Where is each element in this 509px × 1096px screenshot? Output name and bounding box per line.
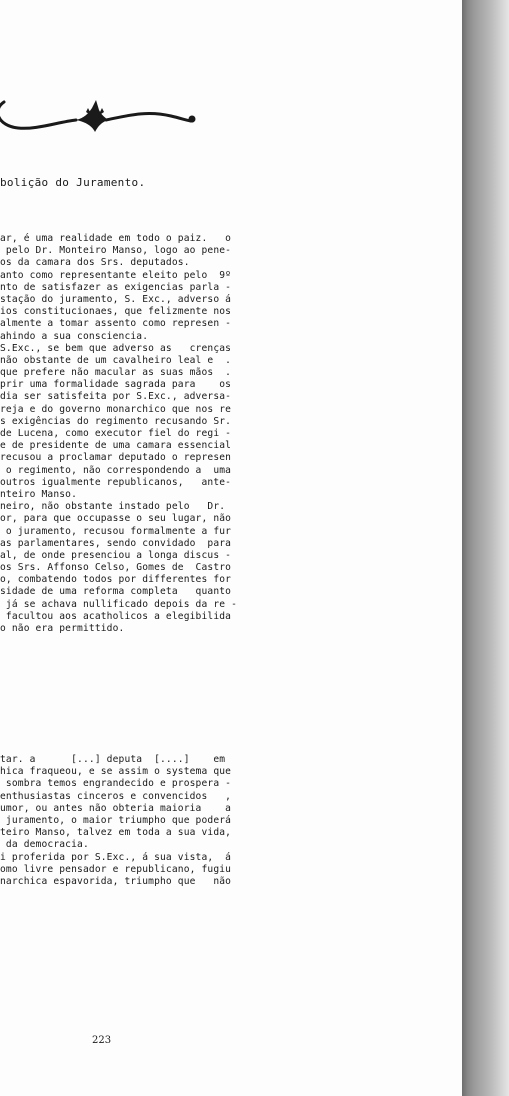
text-line: o não era permittido. [0, 623, 125, 634]
text-line: da democracia. [0, 839, 89, 851]
text-line: enthusiastas cinceros e convencidos , [0, 790, 232, 802]
text-line: e de presidente de uma camara essencial [0, 440, 232, 452]
text-line: almente a tomar assento como represen - [0, 318, 232, 330]
paragraph-1 [0, 233, 237, 635]
text-line: s exigências do regimento recusando Sr. [0, 415, 232, 427]
text-line: S.Exc., se bem que adverso as crenças [0, 342, 232, 354]
text-line: de Lucena, como executor fiel do regi - [0, 428, 232, 439]
text-line: dia ser satisfeita por S.Exc., adversa- [0, 391, 232, 403]
section-heading: bolição do Juramento. [0, 176, 146, 189]
text-line: os da camara dos Srs. deputados. [0, 257, 190, 269]
text-line: ahindo a sua consciencia. [0, 330, 149, 342]
text-line: nto de satisfazer as exigencias parla - [0, 281, 232, 293]
text-line: outros igualmente republicanos, ante- [0, 476, 232, 488]
text-line: i proferida por S.Exc., á sua vista, á [0, 851, 232, 863]
text-line: juramento, o maior triumpho que poderá [0, 814, 232, 826]
text-line: tar. a [...] deputa [....] em [0, 754, 226, 765]
text-line: sidade de uma reforma completa quanto [0, 586, 232, 598]
text-line: stação do juramento, S. Exc., adverso á [0, 293, 232, 305]
flourish-ornament-icon [0, 92, 206, 140]
book-spine-shadow [462, 0, 509, 1096]
text-line: hica fraqueou, e se assim o systema que [0, 766, 232, 778]
text-line: os Srs. Affonso Celso, Gomes de Castro [0, 562, 232, 574]
paragraph-2 [0, 754, 231, 888]
text-line: recusou a proclamar deputado o represen [0, 452, 232, 464]
text-line: ar, é uma realidade em todo o paiz. o [0, 233, 232, 244]
text-line: teiro Manso, talvez em toda a sua vida, [0, 827, 232, 839]
text-line: omo livre pensador e republicano, fugiu [0, 863, 232, 875]
text-line: prir uma formalidade sagrada para os [0, 379, 232, 391]
page-number: 223 [92, 1035, 112, 1046]
text-line: anto como representante eleito pelo 9º [0, 269, 232, 281]
text-line: que prefere não macular as suas mãos . [0, 367, 232, 379]
text-line: já se achava nullificado depois da re - [0, 598, 238, 610]
text-line: or, para que occupasse o seu lugar, não [0, 513, 232, 525]
text-line: narchica espavorida, triumpho que não [0, 875, 232, 887]
text-line: o regimento, não correspondendo a uma [0, 464, 232, 476]
text-line: o juramento, recusou formalmente a fur [0, 525, 232, 537]
text-line: al, de onde presenciou a longa discus - [0, 549, 232, 561]
text-line: não obstante de um cavalheiro leal e . [0, 354, 232, 366]
text-line: as parlamentares, sendo convidado para [0, 537, 232, 549]
text-line: reja e do governo monarchico que nos re [0, 403, 232, 415]
text-line: pelo Dr. Monteiro Manso, logo ao pene- [0, 245, 232, 257]
text-line: nteiro Manso. [0, 488, 78, 500]
text-line: neiro, não obstante instado pelo Dr. [0, 501, 226, 513]
text-line: ios constitucionaes, que felizmente nos [0, 306, 232, 318]
text-line: o, combatendo todos por differentes for [0, 574, 232, 586]
text-line: umor, ou antes não obteria maioria a [0, 802, 232, 814]
text-line: facultou aos acatholicos a elegibilida [0, 610, 232, 622]
text-line: sombra temos engrandecido e prospera - [0, 778, 232, 790]
